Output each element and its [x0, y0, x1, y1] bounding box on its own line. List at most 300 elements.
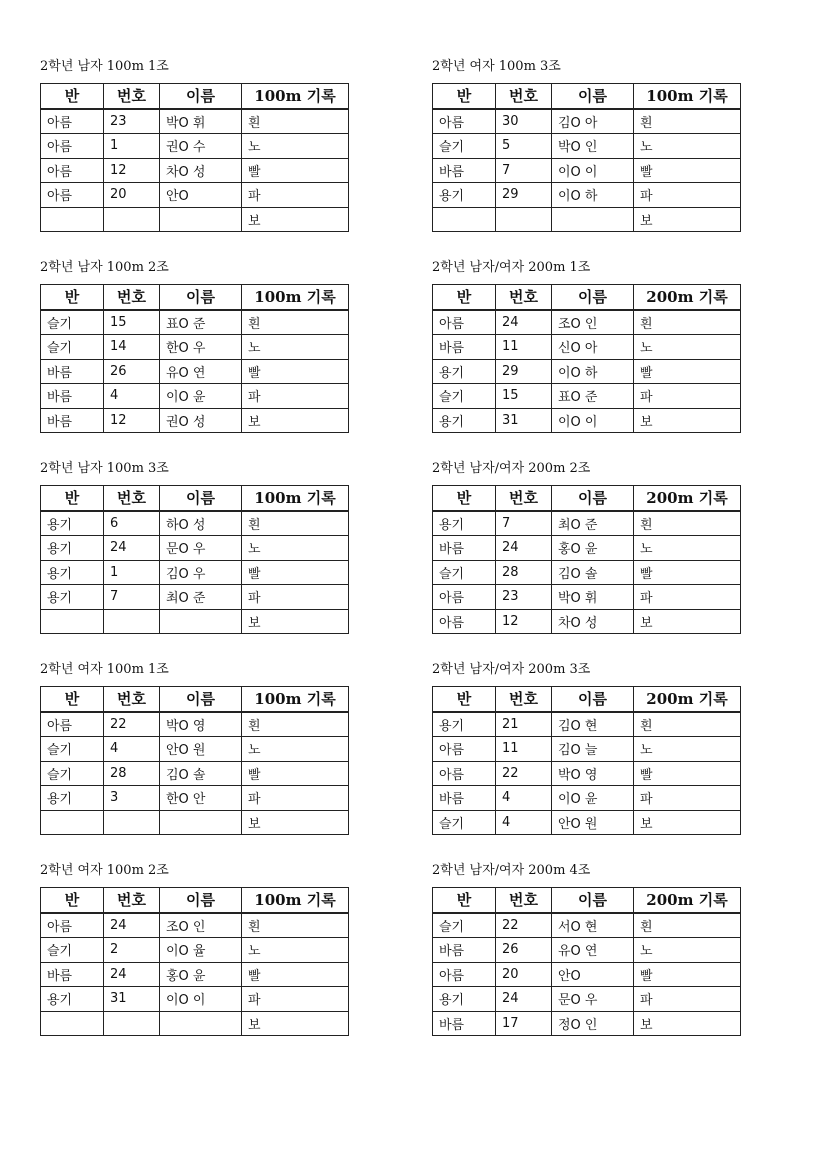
cell-name: 안O 원 — [552, 810, 634, 835]
header-record: 200m 기록 — [634, 687, 741, 712]
cell-number: 6 — [104, 511, 160, 536]
table-row — [41, 987, 349, 1012]
cell-class: 바름 — [433, 1011, 496, 1036]
cell-number: 31 — [496, 408, 552, 433]
cell-name: 박O 휘 — [552, 585, 634, 610]
cell-class: 용기 — [41, 511, 104, 536]
cell-number: 29 — [496, 183, 552, 208]
cell-class: 아름 — [433, 109, 496, 134]
header-number: 번호 — [496, 285, 552, 310]
cell-record: 흰 — [634, 310, 741, 335]
cell-class: 바름 — [433, 786, 496, 811]
cell-class: 아름 — [433, 761, 496, 786]
cell-class: 용기 — [41, 987, 104, 1012]
cell-number: 23 — [496, 585, 552, 610]
cell-record: 파 — [242, 384, 349, 409]
table-row — [41, 913, 349, 938]
cell-name: 조O 인 — [160, 913, 242, 938]
cell-record: 파 — [634, 183, 741, 208]
header-record: 100m 기록 — [242, 486, 349, 511]
table-row — [41, 810, 349, 835]
cell-record: 흰 — [634, 511, 741, 536]
cell-record: 빨 — [242, 962, 349, 987]
cell-class — [41, 609, 104, 634]
cell-number: 15 — [104, 310, 160, 335]
table-row — [433, 560, 741, 585]
table-row — [41, 1011, 349, 1036]
cell-record: 파 — [242, 585, 349, 610]
race-group-title: 2학년 남자 100m 1조 — [40, 59, 169, 74]
cell-name: 이O 윤 — [160, 384, 242, 409]
header-name: 이름 — [160, 888, 242, 913]
race-group-block — [40, 258, 348, 433]
cell-record: 파 — [634, 786, 741, 811]
table-row — [433, 712, 741, 737]
cell-name: 유O 연 — [160, 359, 242, 384]
header-record: 200m 기록 — [634, 888, 741, 913]
table-row — [41, 712, 349, 737]
table-row — [433, 109, 741, 134]
table-row — [433, 938, 741, 963]
race-group-block — [40, 459, 348, 634]
header-record: 100m 기록 — [242, 888, 349, 913]
table-row — [41, 761, 349, 786]
race-group-block — [432, 258, 740, 433]
header-record: 100m 기록 — [634, 84, 741, 109]
cell-number: 30 — [496, 109, 552, 134]
cell-record: 파 — [242, 183, 349, 208]
cell-class: 슬기 — [433, 560, 496, 585]
cell-record: 흰 — [242, 511, 349, 536]
race-group-block — [40, 660, 348, 835]
cell-class: 바름 — [41, 408, 104, 433]
race-group-title: 2학년 남자/여자 200m 1조 — [432, 260, 591, 275]
race-group-title: 2학년 여자 100m 1조 — [40, 662, 169, 677]
cell-name: 김O 현 — [552, 712, 634, 737]
race-record-table — [40, 887, 349, 1036]
cell-number: 3 — [104, 786, 160, 811]
race-record-table — [40, 686, 349, 835]
table-header-row — [41, 84, 349, 109]
cell-number — [104, 1011, 160, 1036]
cell-record: 보 — [634, 609, 741, 634]
cell-number — [104, 207, 160, 232]
cell-class: 용기 — [433, 408, 496, 433]
race-group-block — [432, 57, 740, 232]
race-group-title: 2학년 남자/여자 200m 2조 — [432, 461, 591, 476]
cell-record: 노 — [242, 134, 349, 159]
cell-class: 아름 — [433, 962, 496, 987]
cell-number: 28 — [104, 761, 160, 786]
race-record-table — [432, 284, 741, 433]
cell-record: 빨 — [242, 560, 349, 585]
cell-record: 흰 — [634, 913, 741, 938]
table-header-row — [433, 285, 741, 310]
cell-name: 차O 성 — [552, 609, 634, 634]
table-header-row — [41, 285, 349, 310]
table-row — [41, 585, 349, 610]
cell-number: 2 — [104, 938, 160, 963]
cell-class: 용기 — [41, 585, 104, 610]
cell-number — [496, 207, 552, 232]
cell-record: 보 — [242, 408, 349, 433]
cell-record: 보 — [634, 207, 741, 232]
table-row — [41, 384, 349, 409]
header-record: 200m 기록 — [634, 285, 741, 310]
cell-class: 용기 — [41, 560, 104, 585]
cell-record: 보 — [634, 408, 741, 433]
cell-name — [552, 207, 634, 232]
cell-record: 흰 — [242, 109, 349, 134]
cell-record: 빨 — [634, 560, 741, 585]
cell-name — [160, 609, 242, 634]
cell-number: 29 — [496, 359, 552, 384]
cell-record: 노 — [634, 335, 741, 360]
header-name: 이름 — [552, 285, 634, 310]
cell-number: 7 — [496, 158, 552, 183]
cell-name: 이O 이 — [160, 987, 242, 1012]
cell-class — [41, 207, 104, 232]
cell-number: 12 — [104, 158, 160, 183]
cell-record: 파 — [242, 786, 349, 811]
cell-name: 유O 연 — [552, 938, 634, 963]
cell-class: 아름 — [433, 737, 496, 762]
cell-record: 흰 — [242, 712, 349, 737]
cell-class: 슬기 — [41, 938, 104, 963]
cell-record: 노 — [242, 536, 349, 561]
cell-class: 바름 — [433, 938, 496, 963]
cell-record: 보 — [634, 810, 741, 835]
cell-name: 하O 성 — [160, 511, 242, 536]
table-row — [433, 609, 741, 634]
race-record-table — [432, 485, 741, 634]
race-group-block — [40, 861, 348, 1036]
cell-name: 이O 하 — [552, 183, 634, 208]
cell-name: 김O 솔 — [552, 560, 634, 585]
cell-name — [160, 207, 242, 232]
header-name: 이름 — [552, 687, 634, 712]
cell-number: 4 — [104, 737, 160, 762]
table-header-row — [41, 687, 349, 712]
table-row — [433, 962, 741, 987]
cell-name: 안O — [552, 962, 634, 987]
cell-number: 4 — [496, 810, 552, 835]
cell-record: 보 — [242, 207, 349, 232]
header-number: 번호 — [104, 285, 160, 310]
race-record-table — [432, 887, 741, 1036]
cell-class: 용기 — [433, 987, 496, 1012]
table-row — [41, 962, 349, 987]
header-number: 번호 — [496, 84, 552, 109]
cell-record: 보 — [242, 810, 349, 835]
cell-number: 1 — [104, 560, 160, 585]
table-row — [433, 134, 741, 159]
table-row — [41, 359, 349, 384]
cell-name: 표O 준 — [160, 310, 242, 335]
cell-class: 용기 — [41, 536, 104, 561]
table-row — [433, 810, 741, 835]
cell-number: 26 — [496, 938, 552, 963]
cell-name: 조O 인 — [552, 310, 634, 335]
cell-name: 이O 윤 — [552, 786, 634, 811]
cell-number: 14 — [104, 335, 160, 360]
race-record-table — [432, 83, 741, 232]
header-class: 반 — [433, 285, 496, 310]
header-record: 100m 기록 — [242, 84, 349, 109]
race-group-title: 2학년 남자 100m 3조 — [40, 461, 169, 476]
cell-number: 20 — [496, 962, 552, 987]
cell-class: 슬기 — [41, 335, 104, 360]
cell-name: 권O 수 — [160, 134, 242, 159]
table-row — [41, 560, 349, 585]
cell-class: 용기 — [433, 359, 496, 384]
table-row — [433, 987, 741, 1012]
race-record-table — [432, 686, 741, 835]
header-class: 반 — [41, 687, 104, 712]
table-row — [433, 207, 741, 232]
table-row — [41, 737, 349, 762]
cell-name: 이O 율 — [160, 938, 242, 963]
cell-number — [104, 810, 160, 835]
cell-record: 흰 — [634, 712, 741, 737]
cell-number: 4 — [496, 786, 552, 811]
cell-class: 아름 — [41, 913, 104, 938]
cell-class: 슬기 — [41, 737, 104, 762]
cell-record: 노 — [242, 335, 349, 360]
cell-name: 안O 원 — [160, 737, 242, 762]
cell-name: 문O 우 — [552, 987, 634, 1012]
header-record: 100m 기록 — [242, 285, 349, 310]
cell-number: 21 — [496, 712, 552, 737]
header-name: 이름 — [160, 687, 242, 712]
header-number: 번호 — [496, 486, 552, 511]
cell-class: 슬기 — [433, 810, 496, 835]
cell-class — [433, 207, 496, 232]
cell-name: 이O 이 — [552, 158, 634, 183]
cell-name: 정O 인 — [552, 1011, 634, 1036]
table-row — [41, 511, 349, 536]
table-row — [41, 183, 349, 208]
cell-record: 빨 — [634, 359, 741, 384]
cell-class: 용기 — [433, 511, 496, 536]
cell-number: 7 — [496, 511, 552, 536]
cell-record: 노 — [242, 737, 349, 762]
cell-class: 아름 — [433, 609, 496, 634]
race-record-table — [40, 485, 349, 634]
cell-name: 박O 영 — [160, 712, 242, 737]
table-row — [41, 786, 349, 811]
cell-class: 슬기 — [433, 913, 496, 938]
cell-class: 용기 — [433, 712, 496, 737]
cell-number: 1 — [104, 134, 160, 159]
header-name: 이름 — [160, 285, 242, 310]
race-group-title: 2학년 남자 100m 2조 — [40, 260, 169, 275]
table-row — [41, 109, 349, 134]
cell-record: 파 — [634, 384, 741, 409]
cell-name: 안O — [160, 183, 242, 208]
header-number: 번호 — [104, 84, 160, 109]
cell-number: 23 — [104, 109, 160, 134]
table-row — [433, 408, 741, 433]
race-group-title: 2학년 남자/여자 200m 4조 — [432, 863, 591, 878]
cell-name — [160, 810, 242, 835]
header-class: 반 — [41, 285, 104, 310]
table-row — [41, 310, 349, 335]
cell-number: 11 — [496, 737, 552, 762]
table-row — [41, 536, 349, 561]
cell-name: 권O 성 — [160, 408, 242, 433]
header-name: 이름 — [552, 888, 634, 913]
cell-name: 문O 우 — [160, 536, 242, 561]
header-class: 반 — [433, 486, 496, 511]
cell-name: 표O 준 — [552, 384, 634, 409]
table-header-row — [433, 486, 741, 511]
table-row — [433, 310, 741, 335]
cell-record: 노 — [634, 737, 741, 762]
cell-number: 12 — [496, 609, 552, 634]
cell-number: 12 — [104, 408, 160, 433]
cell-number: 26 — [104, 359, 160, 384]
cell-record: 빨 — [242, 761, 349, 786]
table-header-row — [41, 888, 349, 913]
header-name: 이름 — [552, 486, 634, 511]
cell-record: 파 — [242, 987, 349, 1012]
table-row — [433, 761, 741, 786]
cell-name: 박O 휘 — [160, 109, 242, 134]
cell-name: 최O 준 — [160, 585, 242, 610]
cell-number: 22 — [496, 761, 552, 786]
cell-class: 바름 — [433, 335, 496, 360]
cell-name: 차O 성 — [160, 158, 242, 183]
header-record: 100m 기록 — [242, 687, 349, 712]
cell-class: 바름 — [433, 536, 496, 561]
table-row — [41, 134, 349, 159]
table-row — [433, 536, 741, 561]
cell-name: 한O 우 — [160, 335, 242, 360]
cell-record: 흰 — [242, 310, 349, 335]
cell-class: 바름 — [41, 384, 104, 409]
race-group-title: 2학년 여자 100m 2조 — [40, 863, 169, 878]
table-row — [433, 585, 741, 610]
race-group-title: 2학년 남자/여자 200m 3조 — [432, 662, 591, 677]
cell-name: 서O 현 — [552, 913, 634, 938]
cell-record: 흰 — [242, 913, 349, 938]
cell-number: 5 — [496, 134, 552, 159]
header-number: 번호 — [104, 888, 160, 913]
race-group-block — [432, 459, 740, 634]
cell-class: 아름 — [433, 310, 496, 335]
header-number: 번호 — [496, 687, 552, 712]
cell-record: 빨 — [242, 359, 349, 384]
race-record-table — [40, 284, 349, 433]
cell-class: 슬기 — [41, 310, 104, 335]
table-row — [41, 408, 349, 433]
cell-class: 용기 — [433, 183, 496, 208]
cell-class — [41, 810, 104, 835]
cell-class: 용기 — [41, 786, 104, 811]
header-class: 반 — [433, 888, 496, 913]
cell-name: 김O 솔 — [160, 761, 242, 786]
cell-class: 바름 — [41, 962, 104, 987]
cell-number: 20 — [104, 183, 160, 208]
header-number: 번호 — [496, 888, 552, 913]
cell-record: 빨 — [634, 962, 741, 987]
table-row — [41, 158, 349, 183]
table-row — [433, 359, 741, 384]
table-row — [41, 207, 349, 232]
header-class: 반 — [41, 888, 104, 913]
cell-class: 아름 — [41, 158, 104, 183]
race-group-block — [432, 660, 740, 835]
table-row — [41, 609, 349, 634]
cell-number: 17 — [496, 1011, 552, 1036]
cell-number: 7 — [104, 585, 160, 610]
table-row — [433, 1011, 741, 1036]
cell-class — [41, 1011, 104, 1036]
cell-number — [104, 609, 160, 634]
cell-name: 신O 아 — [552, 335, 634, 360]
header-number: 번호 — [104, 687, 160, 712]
cell-name: 박O 인 — [552, 134, 634, 159]
cell-class: 아름 — [41, 109, 104, 134]
cell-class: 슬기 — [433, 384, 496, 409]
cell-class: 아름 — [41, 134, 104, 159]
table-row — [433, 335, 741, 360]
cell-record: 파 — [634, 987, 741, 1012]
cell-name — [160, 1011, 242, 1036]
table-header-row — [433, 84, 741, 109]
cell-record: 보 — [242, 609, 349, 634]
cell-name: 최O 준 — [552, 511, 634, 536]
race-group-block — [40, 57, 348, 232]
cell-class: 슬기 — [433, 134, 496, 159]
cell-record: 노 — [242, 938, 349, 963]
cell-number: 24 — [496, 310, 552, 335]
cell-number: 31 — [104, 987, 160, 1012]
table-header-row — [433, 687, 741, 712]
header-name: 이름 — [552, 84, 634, 109]
cell-class: 아름 — [41, 183, 104, 208]
cell-class: 바름 — [41, 359, 104, 384]
cell-name: 김O 우 — [160, 560, 242, 585]
race-group-block — [432, 861, 740, 1036]
table-row — [433, 511, 741, 536]
cell-number: 4 — [104, 384, 160, 409]
cell-number: 22 — [104, 712, 160, 737]
table-header-row — [433, 888, 741, 913]
cell-name: 김O 아 — [552, 109, 634, 134]
cell-record: 빨 — [634, 761, 741, 786]
race-record-table — [40, 83, 349, 232]
header-name: 이름 — [160, 486, 242, 511]
header-class: 반 — [41, 84, 104, 109]
cell-class: 아름 — [41, 712, 104, 737]
cell-name: 홍O 윤 — [552, 536, 634, 561]
header-name: 이름 — [160, 84, 242, 109]
cell-number: 11 — [496, 335, 552, 360]
header-number: 번호 — [104, 486, 160, 511]
cell-name: 김O 늘 — [552, 737, 634, 762]
table-row — [41, 938, 349, 963]
cell-number: 24 — [496, 536, 552, 561]
cell-number: 22 — [496, 913, 552, 938]
cell-record: 빨 — [242, 158, 349, 183]
table-header-row — [41, 486, 349, 511]
cell-number: 24 — [104, 962, 160, 987]
table-row — [433, 384, 741, 409]
table-row — [41, 335, 349, 360]
cell-name: 박O 영 — [552, 761, 634, 786]
